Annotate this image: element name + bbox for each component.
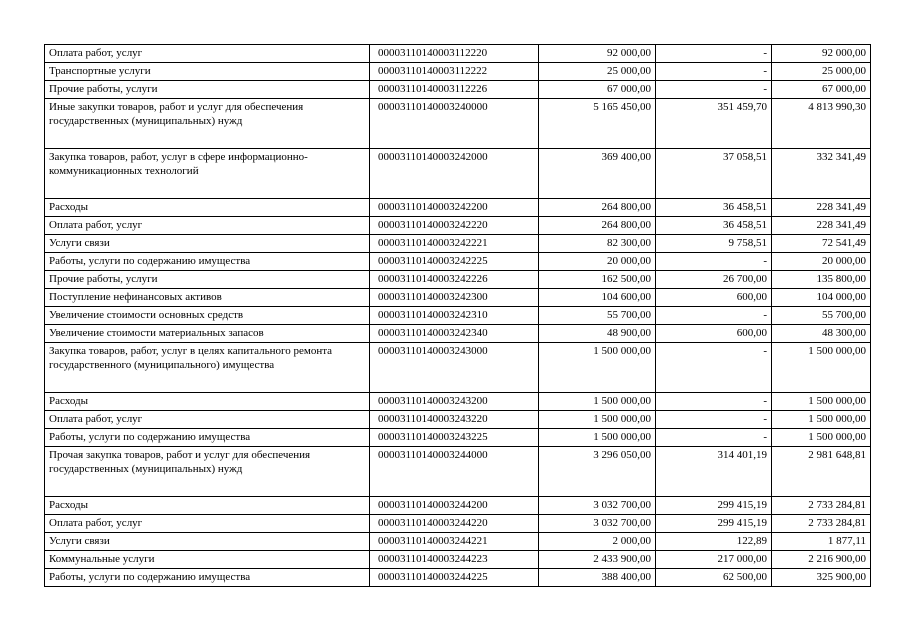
row-remaining-cell: 2 733 284,81 [772, 497, 871, 515]
row-approved-cell: 3 296 050,00 [539, 447, 656, 497]
row-code-cell: 00003110140003112226 [370, 81, 539, 99]
table-row [45, 307, 871, 325]
table-row [45, 497, 871, 515]
row-remaining-cell: 228 341,49 [772, 199, 871, 217]
row-remaining-cell: 25 000,00 [772, 63, 871, 81]
row-executed-cell: 9 758,51 [656, 235, 772, 253]
row-name-cell: Иные закупки товаров, работ и услуг для обеспечения государственных (муниципальных) нужд [45, 99, 370, 149]
table-row [45, 45, 871, 63]
row-name-cell: Расходы [45, 199, 370, 217]
row-remaining-cell: 2 981 648,81 [772, 447, 871, 497]
row-code-cell: 00003110140003244221 [370, 533, 539, 551]
table-row [45, 149, 871, 199]
row-approved-cell: 104 600,00 [539, 289, 656, 307]
row-remaining-cell: 1 877,11 [772, 533, 871, 551]
row-remaining-cell: 2 733 284,81 [772, 515, 871, 533]
row-remaining-cell: 1 500 000,00 [772, 393, 871, 411]
row-code-cell: 00003110140003112220 [370, 45, 539, 63]
row-executed-cell: 36 458,51 [656, 217, 772, 235]
row-executed-cell: - [656, 411, 772, 429]
row-executed-cell: 299 415,19 [656, 497, 772, 515]
table-row [45, 343, 871, 393]
row-approved-cell: 1 500 000,00 [539, 343, 656, 393]
table-row [45, 235, 871, 253]
row-name-cell: Работы, услуги по содержанию имущества [45, 569, 370, 587]
row-executed-cell: 600,00 [656, 289, 772, 307]
row-approved-cell: 25 000,00 [539, 63, 656, 81]
row-remaining-cell: 55 700,00 [772, 307, 871, 325]
row-approved-cell: 20 000,00 [539, 253, 656, 271]
row-code-cell: 00003110140003242226 [370, 271, 539, 289]
table-row [45, 289, 871, 307]
row-remaining-cell: 4 813 990,30 [772, 99, 871, 149]
row-remaining-cell: 72 541,49 [772, 235, 871, 253]
row-executed-cell: - [656, 63, 772, 81]
row-executed-cell: - [656, 253, 772, 271]
row-name-cell: Оплата работ, услуг [45, 45, 370, 63]
table-row [45, 253, 871, 271]
row-approved-cell: 82 300,00 [539, 235, 656, 253]
row-name-cell: Закупка товаров, работ, услуг в целях капитального ремонта государственного (муниципального) имущества [45, 343, 370, 393]
table-row [45, 515, 871, 533]
row-remaining-cell: 332 341,49 [772, 149, 871, 199]
row-remaining-cell: 325 900,00 [772, 569, 871, 587]
table-row [45, 447, 871, 497]
row-executed-cell: 36 458,51 [656, 199, 772, 217]
row-name-cell: Поступление нефинансовых активов [45, 289, 370, 307]
row-code-cell: 00003110140003242310 [370, 307, 539, 325]
row-executed-cell: - [656, 307, 772, 325]
row-approved-cell: 1 500 000,00 [539, 429, 656, 447]
row-code-cell: 00003110140003243220 [370, 411, 539, 429]
row-executed-cell: - [656, 45, 772, 63]
row-code-cell: 00003110140003244000 [370, 447, 539, 497]
row-remaining-cell: 1 500 000,00 [772, 343, 871, 393]
row-code-cell: 00003110140003244225 [370, 569, 539, 587]
row-name-cell: Коммунальные услуги [45, 551, 370, 569]
row-name-cell: Закупка товаров, работ, услуг в сфере информационно-коммуникационных технологий [45, 149, 370, 199]
row-name-cell: Увеличение стоимости материальных запасов [45, 325, 370, 343]
row-name-cell: Прочая закупка товаров, работ и услуг для обеспечения государственных (муниципальных) нужд [45, 447, 370, 497]
row-approved-cell: 369 400,00 [539, 149, 656, 199]
table-row [45, 199, 871, 217]
row-approved-cell: 3 032 700,00 [539, 497, 656, 515]
row-remaining-cell: 20 000,00 [772, 253, 871, 271]
row-remaining-cell: 1 500 000,00 [772, 429, 871, 447]
row-name-cell: Расходы [45, 393, 370, 411]
row-code-cell: 00003110140003242220 [370, 217, 539, 235]
row-remaining-cell: 2 216 900,00 [772, 551, 871, 569]
row-approved-cell: 2 000,00 [539, 533, 656, 551]
table-body [45, 45, 871, 587]
budget-execution-table [44, 44, 871, 587]
row-remaining-cell: 67 000,00 [772, 81, 871, 99]
row-approved-cell: 5 165 450,00 [539, 99, 656, 149]
table-row [45, 63, 871, 81]
row-code-cell: 00003110140003244220 [370, 515, 539, 533]
row-code-cell: 00003110140003243200 [370, 393, 539, 411]
row-approved-cell: 2 433 900,00 [539, 551, 656, 569]
row-executed-cell: 351 459,70 [656, 99, 772, 149]
table-row [45, 99, 871, 149]
row-remaining-cell: 1 500 000,00 [772, 411, 871, 429]
row-remaining-cell: 48 300,00 [772, 325, 871, 343]
row-name-cell: Транспортные услуги [45, 63, 370, 81]
row-approved-cell: 388 400,00 [539, 569, 656, 587]
row-executed-cell: 600,00 [656, 325, 772, 343]
row-code-cell: 00003110140003242200 [370, 199, 539, 217]
row-code-cell: 00003110140003112222 [370, 63, 539, 81]
row-name-cell: Услуги связи [45, 533, 370, 551]
row-remaining-cell: 135 800,00 [772, 271, 871, 289]
table-row [45, 217, 871, 235]
row-name-cell: Работы, услуги по содержанию имущества [45, 253, 370, 271]
table-row [45, 81, 871, 99]
row-code-cell: 00003110140003243000 [370, 343, 539, 393]
table-row [45, 325, 871, 343]
row-name-cell: Прочие работы, услуги [45, 271, 370, 289]
row-name-cell: Расходы [45, 497, 370, 515]
row-code-cell: 00003110140003242340 [370, 325, 539, 343]
row-remaining-cell: 228 341,49 [772, 217, 871, 235]
row-code-cell: 00003110140003242000 [370, 149, 539, 199]
row-name-cell: Оплата работ, услуг [45, 515, 370, 533]
row-approved-cell: 67 000,00 [539, 81, 656, 99]
row-name-cell: Оплата работ, услуг [45, 411, 370, 429]
row-remaining-cell: 104 000,00 [772, 289, 871, 307]
row-executed-cell: - [656, 393, 772, 411]
row-approved-cell: 264 800,00 [539, 217, 656, 235]
table-row [45, 393, 871, 411]
row-name-cell: Увеличение стоимости основных средств [45, 307, 370, 325]
row-approved-cell: 1 500 000,00 [539, 393, 656, 411]
row-executed-cell: - [656, 81, 772, 99]
row-code-cell: 00003110140003244200 [370, 497, 539, 515]
row-approved-cell: 162 500,00 [539, 271, 656, 289]
row-executed-cell: 62 500,00 [656, 569, 772, 587]
row-name-cell: Услуги связи [45, 235, 370, 253]
row-name-cell: Работы, услуги по содержанию имущества [45, 429, 370, 447]
row-executed-cell: 299 415,19 [656, 515, 772, 533]
row-approved-cell: 264 800,00 [539, 199, 656, 217]
row-code-cell: 00003110140003242221 [370, 235, 539, 253]
row-code-cell: 00003110140003242225 [370, 253, 539, 271]
table-row [45, 533, 871, 551]
row-code-cell: 00003110140003240000 [370, 99, 539, 149]
table-row [45, 271, 871, 289]
row-executed-cell: 217 000,00 [656, 551, 772, 569]
row-executed-cell: 26 700,00 [656, 271, 772, 289]
row-code-cell: 00003110140003242300 [370, 289, 539, 307]
table-row [45, 551, 871, 569]
row-approved-cell: 92 000,00 [539, 45, 656, 63]
row-approved-cell: 55 700,00 [539, 307, 656, 325]
row-executed-cell: 37 058,51 [656, 149, 772, 199]
row-code-cell: 00003110140003243225 [370, 429, 539, 447]
row-code-cell: 00003110140003244223 [370, 551, 539, 569]
row-approved-cell: 1 500 000,00 [539, 411, 656, 429]
row-name-cell: Прочие работы, услуги [45, 81, 370, 99]
row-approved-cell: 48 900,00 [539, 325, 656, 343]
row-remaining-cell: 92 000,00 [772, 45, 871, 63]
row-executed-cell: 122,89 [656, 533, 772, 551]
table-row [45, 569, 871, 587]
table-row [45, 411, 871, 429]
table-row [45, 429, 871, 447]
row-executed-cell: 314 401,19 [656, 447, 772, 497]
row-executed-cell: - [656, 343, 772, 393]
row-approved-cell: 3 032 700,00 [539, 515, 656, 533]
row-name-cell: Оплата работ, услуг [45, 217, 370, 235]
row-executed-cell: - [656, 429, 772, 447]
